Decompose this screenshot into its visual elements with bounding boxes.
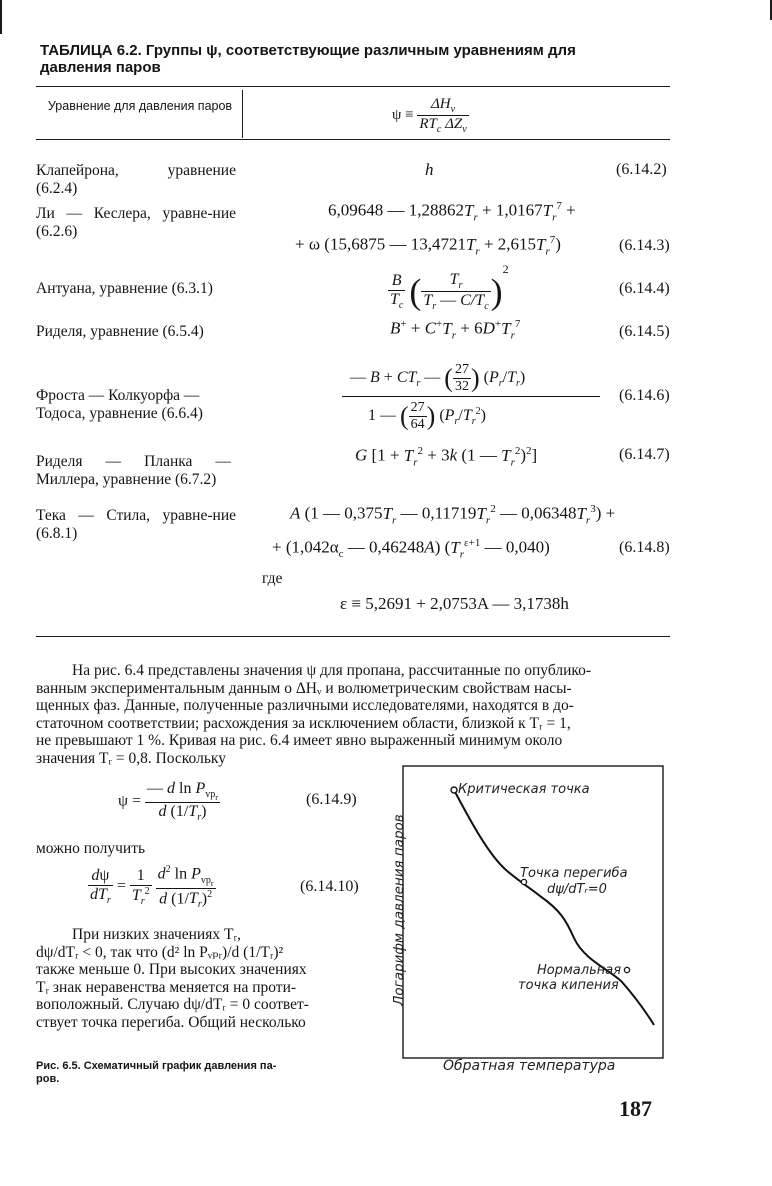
para1-line-2: ванным экспериментальным данным о ΔHᵥ и волюметрическим свойствам насы- <box>36 679 572 697</box>
delta-h-sub: v <box>450 104 456 115</box>
row-name-2: Ли — Кеслера, уравне-ние (6.2.6) <box>36 205 236 240</box>
para2-line-3: также меньше 0. При высоких значениях <box>36 961 307 979</box>
figure-caption <box>36 1060 366 1086</box>
delta-z-sub: v <box>462 124 467 135</box>
header-fraction <box>417 96 468 135</box>
eqno-6-14-10: (6.14.10) <box>300 878 359 895</box>
delta-z: ΔZ <box>445 116 463 132</box>
row-eqno-4: (6.14.5) <box>619 323 670 340</box>
para1-line-4: статочном соответствии; расхождения за исключением области, близкой к Tᵣ = 1, <box>36 714 571 732</box>
label-inflection-1: Точка перегиба <box>520 866 628 881</box>
row-eq-2b: + ω (15,6875 — $13,4721T_r + 2,615T_r^7$) <box>295 234 561 258</box>
table-title-line-2: давления паров <box>40 59 161 76</box>
row-name-1: Клапейрона, уравнение (6.2.4) <box>36 162 236 197</box>
label-inflection-2: dψ/dTᵣ=0 <box>547 882 607 897</box>
row-eq-5 <box>340 352 600 440</box>
row-eq-2a: 6,09648 — $1,28862T_r + 1,0167T_r^7$ + <box>328 200 576 224</box>
epsilon-equation: ε ≡ 5,2691 + 2,0753A — 3,1738h <box>340 594 569 613</box>
para1-line-1: На рис. 6.4 представлены значения ψ для пропана, рассчитанные по опублико- <box>72 662 592 679</box>
figure-6-5 <box>370 762 670 1082</box>
row-eq-6: G [$1 + T_r^2 + 3k$ (1 — $T_r^2)^2$] <box>355 445 538 469</box>
can-get-text: можно получить <box>36 840 146 857</box>
table-header-divider <box>242 90 243 138</box>
para1-line-3: щенных фаз. Данные, полученные различными исследователями, находятся в до- <box>36 697 574 715</box>
table-top-rule <box>36 86 670 87</box>
para2-line-4: Tᵣ знак неравенства меняется на проти- <box>36 978 297 996</box>
row-eq-7b: + ($1,042\alpha_c$ — 0,46248A) ($T_r^{\varepsilon+1}$ — 0,040) <box>272 537 550 561</box>
para2-line-6: ствует точка перегиба. Общий несколько <box>36 1013 306 1031</box>
row-name-4: Риделя, уравнение (6.5.4) <box>36 323 204 340</box>
row-eq-5-numerator: — $B + CT_r$ — ( $\frac{27}{32}$ ) $(P_r/T_r)$ <box>350 362 526 394</box>
row-eqno-2: (6.14.3) <box>619 237 670 254</box>
para2-line-1: При низких значениях Tᵣ, <box>72 926 241 943</box>
label-critical-point: Критическая точка <box>458 782 590 797</box>
row-name-3: Антуана, уравнение (6.3.1) <box>36 280 213 297</box>
row-eq-5-denominator: 1 — ( $\frac{27}{64}$ ) $(P_r/T_r^2)$ <box>368 400 486 432</box>
label-boiling-1: Нормальная <box>537 963 622 978</box>
figure-caption-line-1: Рис. 6.5. Схематичный график давления па- <box>36 1060 277 1072</box>
figure-frame <box>403 766 663 1058</box>
figure-y-axis-label: Логарифм давления паров <box>391 814 407 1006</box>
row-name-7: Тека — Стила, уравне-ние (6.8.1) <box>36 507 236 542</box>
figure-x-axis-label: Обратная температура <box>443 1058 616 1074</box>
row-eq-1: h <box>425 160 434 179</box>
para1-line-5: не превышают 1 %. Кривая на рис. 6.4 имеет явно выраженный минимум около <box>36 732 563 750</box>
where-word: где <box>262 570 283 587</box>
psi-symbol: ψ ≡ <box>392 106 414 123</box>
row-name-5: Фроста — Колкуорфа — Тодоса, уравнение (6.6.4) <box>36 387 203 422</box>
critical-point-marker <box>451 787 457 793</box>
figure-caption-line-2: ров. <box>36 1073 60 1085</box>
rt: RT <box>419 116 437 132</box>
rt-sub: c <box>436 124 442 135</box>
row-eqno-6: (6.14.7) <box>619 446 670 463</box>
boiling-point-marker <box>624 967 629 972</box>
col-header-equation: Уравнение для давления паров <box>47 99 233 113</box>
table-title-line-1: ТАБЛИЦА 6.2. Группы ψ, соответствующие различным уравнениям для <box>40 42 576 59</box>
row-eq-7a: A (1 — $0,375T_r$ — $0,11719T_r^2$ — $0,06348T_r^3$) + <box>290 503 616 527</box>
left-edge-mark <box>0 0 2 34</box>
row-eq-5-fraction-bar <box>342 396 600 397</box>
label-boiling-2: точка кипения <box>518 978 619 993</box>
table-header-rule <box>36 139 670 140</box>
table-bottom-rule <box>36 636 670 637</box>
delta-h: ΔH <box>430 96 451 112</box>
para1-line-6: значения Tᵣ = 0,8. Поскольку <box>36 749 226 767</box>
right-edge-mark <box>770 0 772 20</box>
row-eqno-5: (6.14.6) <box>619 387 670 404</box>
col-header-psi <box>392 96 469 135</box>
table-title <box>40 42 740 76</box>
row-eqno-3: (6.14.4) <box>619 280 670 297</box>
row-eq-3: $\frac{B}{T_c}$ ( $\frac{T_r}{T_r — C/T_c}$ )$^2$ <box>390 262 509 313</box>
para2-line-5: воположный. Случаю dψ/dTᵣ = 0 соответ- <box>36 996 309 1014</box>
equation-6-14-9: ψ = $\frac{— d \ln P_{vp_r}}{d (1/T_r)}$ <box>118 780 218 824</box>
row-eqno-1: (6.14.2) <box>616 161 667 178</box>
row-name-6: Риделя — Планка — Миллера, уравнение (6.7.2) <box>36 453 231 488</box>
row-eqno-7: (6.14.8) <box>619 539 670 556</box>
paragraph-1 <box>36 662 670 768</box>
row-eq-4: $B^+ + C^+T_r + 6D^+T_r^7$ <box>390 318 521 342</box>
equation-6-14-10: $\frac{d\psi}{dT_r}$ = $\frac{1}{T_r^2}$ $\frac{d^2 \ln P_{vp_r}}{d (1/T_r)^2}$ <box>90 864 214 911</box>
eqno-6-14-9: (6.14.9) <box>306 791 357 808</box>
paragraph-2 <box>36 926 366 1032</box>
para2-line-2: dψ/dTᵣ < 0, так что (d² ln Pᵥₚᵣ)/d (1/Tᵣ)² <box>36 943 284 961</box>
page-number: 187 <box>619 1096 652 1121</box>
